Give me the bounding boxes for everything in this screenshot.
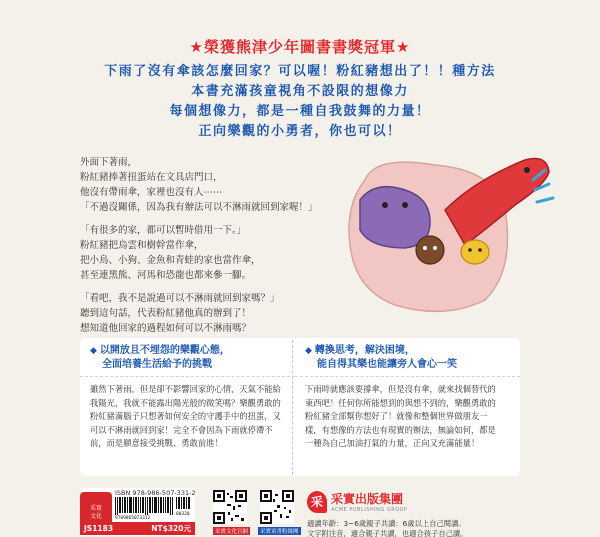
qr-code bbox=[260, 490, 294, 524]
feature-heading bbox=[80, 338, 305, 377]
hippo-eye bbox=[382, 202, 388, 208]
publisher-logo bbox=[307, 490, 407, 513]
story-paragraph bbox=[80, 223, 335, 283]
story-line: 「不過沒關係，因為我有辦法可以不淋雨就回到家喔！」 bbox=[80, 202, 318, 213]
tagline-4: 正向樂觀的小勇者，你也可以！ bbox=[198, 124, 402, 139]
qr-caption: 采實童書粉絲團 bbox=[260, 529, 299, 535]
feature-heading-line: 轉換思考，解決困境， bbox=[314, 345, 415, 356]
feature-line: 可以不淋雨就回到家！完全不會因為下雨就停滯不 bbox=[90, 424, 273, 435]
story-text bbox=[80, 155, 335, 344]
feature-heading-line: 能自得其樂也能讓旁人會心一笑 bbox=[317, 359, 457, 370]
feature-line: 我陽光，我就不能露出陽光般的微笑嗎？樂觀勇敢的 bbox=[90, 397, 281, 408]
feature-line: 東西吧！任何你所能想到的與想不到的，樂觀勇敢的 bbox=[305, 397, 496, 408]
story-line: 外面下著雨， bbox=[80, 157, 138, 168]
story-line: 他沒有帶雨傘，家裡也沒有人⋯⋯ bbox=[80, 187, 223, 198]
feature-box-left bbox=[80, 338, 305, 476]
story-line: 粉紅豬捧著扭蛋站在文具店門口， bbox=[80, 172, 223, 183]
price-bar bbox=[80, 522, 195, 535]
story-paragraph bbox=[80, 291, 335, 336]
feature-body bbox=[295, 377, 520, 457]
feature-heading bbox=[295, 338, 520, 377]
red-creature-eye bbox=[524, 167, 530, 173]
qr-code bbox=[213, 490, 247, 524]
feature-box-right bbox=[295, 338, 520, 476]
qr-caption: 采實文化官網 bbox=[215, 529, 249, 535]
story-line: 把小鳥、小狗、金魚和青蛙的家也當作傘， bbox=[80, 255, 261, 266]
story-line: 聽到這句話，代表粉紅豬他真的辦到了！ bbox=[80, 308, 252, 319]
hippo-eye bbox=[402, 202, 408, 208]
cover-illustration bbox=[335, 150, 560, 315]
story-line: 想知道他回家的過程如何可以不淋雨嗎？ bbox=[80, 323, 252, 334]
brown-bear bbox=[416, 236, 444, 264]
publisher-name-en: ACME PUBLISHING GROUP bbox=[331, 507, 408, 513]
tagline-3: 每個想像力，都是一種自我鼓舞的力量！ bbox=[169, 104, 431, 119]
box-divider bbox=[292, 340, 293, 475]
tagline-1: 下雨了沒有傘該怎麼回家？可以喔！粉紅豬想出了！！種方法 bbox=[104, 64, 496, 79]
isbn-text: ISBN 978-986-507-331-2 bbox=[115, 489, 196, 497]
publisher-badge: 采實 文化 bbox=[80, 492, 112, 532]
story-line: 「看吧，我不是說過可以不淋雨就回到家嗎？」 bbox=[80, 293, 280, 304]
product-code: JS1183 bbox=[84, 524, 114, 533]
award-banner: ★榮獲熊津少年圖書書獎冠軍★ bbox=[189, 38, 411, 56]
feature-heading-line: 以開放且不埋怨的樂觀心態， bbox=[99, 345, 230, 356]
feature-line: 粉紅豬滿腦子只想著如何安全的守護手中的扭蛋，又 bbox=[90, 411, 281, 421]
feature-line: 粉紅豬全部幫你想好了！就像和整個世界做朋友一 bbox=[305, 411, 488, 421]
dog-eye bbox=[478, 248, 482, 252]
feature-line: 樣，有想像的方法也有現實的辦法，無論如何，都是 bbox=[305, 424, 496, 435]
barcode-number: 9789865073312 bbox=[115, 516, 151, 519]
diamond-icon: ◆ bbox=[305, 346, 312, 356]
yellow-dog bbox=[461, 240, 489, 264]
reading-note: 文字附注音，適合親子共讀，也適合孩子自己讀。 bbox=[307, 529, 468, 537]
feature-heading-line: 全面培養生活給予的挑戰 bbox=[102, 359, 212, 370]
feature-line: 前，而是願意接受挑戰、勇敢前進！ bbox=[90, 438, 223, 448]
bear-eye bbox=[433, 246, 437, 250]
feature-line: 一種為自己加油打氣的力量，正向又充滿能量！ bbox=[305, 438, 480, 448]
story-line: 「有很多的家，都可以暫時借用一下。」 bbox=[80, 225, 247, 236]
story-line: 甚至連黑熊、河馬和恐龍也都來參一腳。 bbox=[80, 270, 252, 281]
publisher-mark-icon: 采 bbox=[307, 491, 327, 513]
bear-eye bbox=[423, 246, 427, 250]
feature-body bbox=[80, 377, 305, 457]
tagline-2: 本書充滿孩童視角不設限的想像力 bbox=[191, 84, 409, 99]
feature-line: 下雨時就應該要撐傘，但是沒有傘，就來找個替代的 bbox=[305, 384, 496, 394]
feature-line: 雖然下著雨，但是卻不影響回家的心情，天氣不能給 bbox=[90, 384, 281, 394]
barcode-code: 00320 bbox=[176, 512, 190, 517]
diamond-icon: ◆ bbox=[90, 346, 97, 356]
publisher-name: 采實出版集團 bbox=[331, 492, 404, 506]
age-recommendation: 適讀年齡：3~6歲親子共讀：6歲以上自己閱讀。 bbox=[307, 519, 466, 528]
price: NT$320元 bbox=[151, 524, 191, 533]
dog-eye bbox=[468, 248, 472, 252]
story-line: 粉紅豬把烏雲和樹幹當作傘， bbox=[80, 240, 204, 251]
barcode bbox=[115, 497, 193, 519]
story-paragraph bbox=[80, 155, 335, 215]
